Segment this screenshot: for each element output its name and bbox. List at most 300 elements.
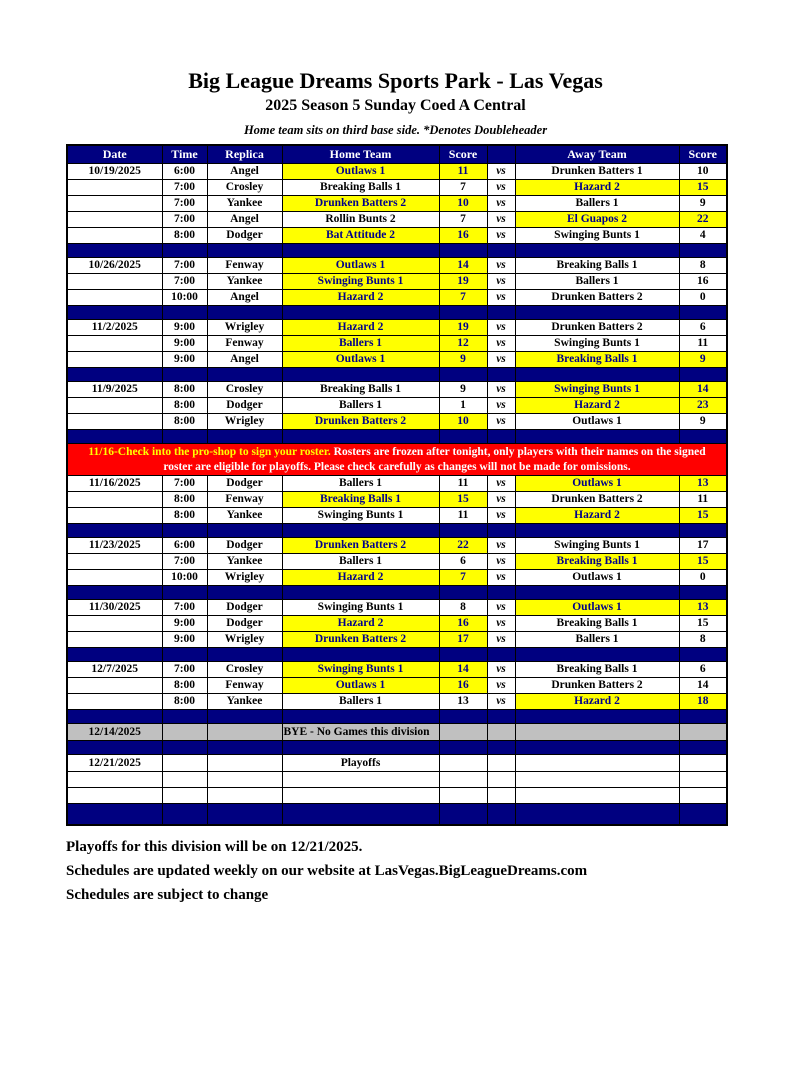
replica-cell: Fenway bbox=[207, 258, 282, 274]
replica-cell: Dodger bbox=[207, 476, 282, 492]
date-cell: 12/14/2025 bbox=[67, 724, 162, 741]
date-cell bbox=[67, 678, 162, 694]
away-score-cell: 14 bbox=[679, 678, 727, 694]
away-score-cell: 15 bbox=[679, 508, 727, 524]
replica-cell: Wrigley bbox=[207, 570, 282, 586]
vs-label: vs bbox=[487, 662, 515, 678]
separator-row bbox=[67, 524, 727, 538]
time-cell: 8:00 bbox=[162, 678, 207, 694]
time-cell: 9:00 bbox=[162, 352, 207, 368]
home-score-cell: 12 bbox=[439, 336, 487, 352]
separator-cell bbox=[282, 244, 439, 258]
game-row bbox=[67, 274, 727, 290]
game-row bbox=[67, 600, 727, 616]
separator-cell bbox=[515, 586, 679, 600]
separator-cell bbox=[207, 368, 282, 382]
time-cell: 7:00 bbox=[162, 212, 207, 228]
vs-label: vs bbox=[487, 164, 515, 180]
replica-cell: Angel bbox=[207, 212, 282, 228]
vs-label: vs bbox=[487, 616, 515, 632]
game-row bbox=[67, 382, 727, 398]
empty-cell bbox=[282, 772, 439, 788]
date-cell bbox=[67, 414, 162, 430]
home-team-cell: Hazard 2 bbox=[282, 616, 439, 632]
date-cell bbox=[67, 228, 162, 244]
replica-cell: Dodger bbox=[207, 616, 282, 632]
separator-cell bbox=[439, 648, 487, 662]
home-score-cell: 9 bbox=[439, 352, 487, 368]
away-team-cell: Breaking Balls 1 bbox=[515, 662, 679, 678]
replica-cell: Crosley bbox=[207, 180, 282, 196]
date-cell bbox=[67, 274, 162, 290]
away-score-cell: 6 bbox=[679, 320, 727, 336]
away-score-cell: 4 bbox=[679, 228, 727, 244]
separator-cell bbox=[515, 804, 679, 826]
vs-label: vs bbox=[487, 352, 515, 368]
vs-label: vs bbox=[487, 694, 515, 710]
date-cell: 12/7/2025 bbox=[67, 662, 162, 678]
replica-cell: Yankee bbox=[207, 508, 282, 524]
date-cell bbox=[67, 398, 162, 414]
vs-label: vs bbox=[487, 382, 515, 398]
home-team-cell: Swinging Bunts 1 bbox=[282, 600, 439, 616]
replica-cell: Dodger bbox=[207, 228, 282, 244]
vs-label: vs bbox=[487, 398, 515, 414]
time-cell: 6:00 bbox=[162, 164, 207, 180]
separator-cell bbox=[439, 804, 487, 826]
date-cell: 11/23/2025 bbox=[67, 538, 162, 554]
home-score-cell: 7 bbox=[439, 290, 487, 306]
header-row bbox=[67, 145, 727, 164]
home-team-cell: Hazard 2 bbox=[282, 570, 439, 586]
replica-cell: Wrigley bbox=[207, 320, 282, 336]
game-row bbox=[67, 662, 727, 678]
vs-label: vs bbox=[487, 600, 515, 616]
away-score-cell bbox=[679, 755, 727, 772]
away-team-cell: Breaking Balls 1 bbox=[515, 616, 679, 632]
time-cell: 8:00 bbox=[162, 382, 207, 398]
away-score-cell: 15 bbox=[679, 180, 727, 196]
home-team-cell: Drunken Batters 2 bbox=[282, 538, 439, 554]
replica-cell: Yankee bbox=[207, 274, 282, 290]
separator-cell bbox=[162, 430, 207, 444]
game-row bbox=[67, 228, 727, 244]
away-score-cell: 11 bbox=[679, 336, 727, 352]
away-team-cell: Swinging Bunts 1 bbox=[515, 228, 679, 244]
date-cell bbox=[67, 196, 162, 212]
home-score-cell: 16 bbox=[439, 616, 487, 632]
date-cell bbox=[67, 336, 162, 352]
home-score-cell: 11 bbox=[439, 476, 487, 492]
vs-label: vs bbox=[487, 678, 515, 694]
game-row bbox=[67, 352, 727, 368]
empty-cell bbox=[439, 772, 487, 788]
replica-cell: Crosley bbox=[207, 382, 282, 398]
date-cell bbox=[67, 554, 162, 570]
home-score-cell: 15 bbox=[439, 492, 487, 508]
vs-label: vs bbox=[487, 212, 515, 228]
separator-cell bbox=[162, 741, 207, 755]
home-team-cell: Drunken Batters 2 bbox=[282, 196, 439, 212]
away-team-cell: Drunken Batters 2 bbox=[515, 678, 679, 694]
home-score-cell: 16 bbox=[439, 228, 487, 244]
home-score-cell bbox=[439, 755, 487, 772]
empty-cell bbox=[67, 788, 162, 804]
time-cell: 8:00 bbox=[162, 492, 207, 508]
vs-label: vs bbox=[487, 336, 515, 352]
away-team-cell: Swinging Bunts 1 bbox=[515, 382, 679, 398]
footer-line-website: Schedules are updated weekly on our website at LasVegas.BigLeagueDreams.com bbox=[66, 863, 588, 879]
table-body bbox=[67, 164, 727, 826]
away-team-cell: Ballers 1 bbox=[515, 274, 679, 290]
time-cell: 10:00 bbox=[162, 290, 207, 306]
playoffs-row bbox=[67, 755, 727, 772]
game-row bbox=[67, 508, 727, 524]
home-score-cell: 14 bbox=[439, 662, 487, 678]
home-score-cell bbox=[439, 724, 487, 741]
time-cell bbox=[162, 755, 207, 772]
replica-cell: Angel bbox=[207, 352, 282, 368]
separator-cell bbox=[679, 741, 727, 755]
separator-cell bbox=[439, 586, 487, 600]
separator-cell bbox=[487, 804, 515, 826]
date-cell bbox=[67, 616, 162, 632]
date-cell bbox=[67, 180, 162, 196]
column-header: Score bbox=[679, 145, 727, 164]
empty-cell bbox=[162, 772, 207, 788]
vs-label: vs bbox=[487, 492, 515, 508]
separator-cell bbox=[207, 430, 282, 444]
game-row bbox=[67, 196, 727, 212]
separator-row bbox=[67, 306, 727, 320]
home-team-cell: Outlaws 1 bbox=[282, 352, 439, 368]
separator-row bbox=[67, 741, 727, 755]
away-team-cell: Breaking Balls 1 bbox=[515, 258, 679, 274]
separator-cell bbox=[679, 430, 727, 444]
separator-row bbox=[67, 244, 727, 258]
separator-cell bbox=[487, 648, 515, 662]
date-cell: 11/16/2025 bbox=[67, 476, 162, 492]
separator-cell bbox=[282, 804, 439, 826]
home-score-cell: 22 bbox=[439, 538, 487, 554]
empty-cell bbox=[515, 772, 679, 788]
time-cell: 9:00 bbox=[162, 632, 207, 648]
separator-cell bbox=[282, 586, 439, 600]
empty-cell bbox=[487, 772, 515, 788]
separator-cell bbox=[162, 244, 207, 258]
game-row bbox=[67, 476, 727, 492]
home-score-cell: 10 bbox=[439, 196, 487, 212]
home-score-cell: 10 bbox=[439, 414, 487, 430]
game-row bbox=[67, 616, 727, 632]
date-cell bbox=[67, 632, 162, 648]
empty-cell bbox=[282, 788, 439, 804]
replica-cell: Yankee bbox=[207, 196, 282, 212]
vs-label: vs bbox=[487, 196, 515, 212]
date-cell: 11/9/2025 bbox=[67, 382, 162, 398]
column-header bbox=[487, 145, 515, 164]
replica-cell bbox=[207, 724, 282, 741]
vs-label: vs bbox=[487, 476, 515, 492]
away-team-cell: Drunken Batters 2 bbox=[515, 492, 679, 508]
column-header: Time bbox=[162, 145, 207, 164]
announcement-highlight-text: 11/16-Check into the pro-shop to sign your roster. bbox=[88, 445, 331, 458]
replica-cell: Fenway bbox=[207, 336, 282, 352]
separator-row bbox=[67, 804, 727, 826]
separator-row bbox=[67, 586, 727, 600]
away-team-cell: Outlaws 1 bbox=[515, 600, 679, 616]
away-team-cell: Swinging Bunts 1 bbox=[515, 336, 679, 352]
home-team-cell: Outlaws 1 bbox=[282, 164, 439, 180]
separator-cell bbox=[207, 306, 282, 320]
separator-cell bbox=[67, 710, 162, 724]
date-cell: 10/19/2025 bbox=[67, 164, 162, 180]
game-row bbox=[67, 538, 727, 554]
column-header: Home Team bbox=[282, 145, 439, 164]
time-cell: 6:00 bbox=[162, 538, 207, 554]
time-cell: 7:00 bbox=[162, 258, 207, 274]
separator-cell bbox=[487, 710, 515, 724]
away-team-cell: Hazard 2 bbox=[515, 508, 679, 524]
separator-cell bbox=[67, 586, 162, 600]
away-score-cell: 8 bbox=[679, 258, 727, 274]
separator-row bbox=[67, 430, 727, 444]
separator-cell bbox=[439, 741, 487, 755]
home-team-cell: Swinging Bunts 1 bbox=[282, 662, 439, 678]
time-cell: 7:00 bbox=[162, 662, 207, 678]
separator-cell bbox=[207, 586, 282, 600]
away-score-cell: 18 bbox=[679, 694, 727, 710]
separator-cell bbox=[282, 524, 439, 538]
away-score-cell bbox=[679, 724, 727, 741]
time-cell: 7:00 bbox=[162, 554, 207, 570]
date-cell bbox=[67, 570, 162, 586]
time-cell: 7:00 bbox=[162, 180, 207, 196]
separator-cell bbox=[515, 710, 679, 724]
vs-label: vs bbox=[487, 228, 515, 244]
home-score-cell: 7 bbox=[439, 570, 487, 586]
home-team-cell: Ballers 1 bbox=[282, 398, 439, 414]
time-cell: 8:00 bbox=[162, 414, 207, 430]
home-team-cell: Breaking Balls 1 bbox=[282, 382, 439, 398]
separator-cell bbox=[207, 710, 282, 724]
vs-label: vs bbox=[487, 632, 515, 648]
empty-cell bbox=[439, 788, 487, 804]
replica-cell: Yankee bbox=[207, 694, 282, 710]
separator-cell bbox=[487, 244, 515, 258]
page-subtitle: 2025 Season 5 Sunday Coed A Central bbox=[265, 97, 526, 114]
separator-cell bbox=[207, 648, 282, 662]
replica-cell: Dodger bbox=[207, 600, 282, 616]
separator-cell bbox=[679, 586, 727, 600]
separator-row bbox=[67, 648, 727, 662]
column-header: Score bbox=[439, 145, 487, 164]
separator-cell bbox=[282, 710, 439, 724]
separator-cell bbox=[207, 741, 282, 755]
separator-cell bbox=[679, 524, 727, 538]
home-team-cell: Ballers 1 bbox=[282, 336, 439, 352]
away-score-cell: 23 bbox=[679, 398, 727, 414]
separator-cell bbox=[515, 306, 679, 320]
schedule-table bbox=[66, 144, 728, 826]
game-row bbox=[67, 678, 727, 694]
game-row bbox=[67, 290, 727, 306]
home-score-cell: 19 bbox=[439, 320, 487, 336]
away-team-cell: Drunken Batters 2 bbox=[515, 290, 679, 306]
separator-cell bbox=[487, 306, 515, 320]
time-cell: 7:00 bbox=[162, 274, 207, 290]
away-team-cell: Ballers 1 bbox=[515, 632, 679, 648]
game-row bbox=[67, 492, 727, 508]
separator-cell bbox=[439, 244, 487, 258]
replica-cell: Fenway bbox=[207, 492, 282, 508]
home-team-cell: Drunken Batters 2 bbox=[282, 632, 439, 648]
separator-cell bbox=[487, 430, 515, 444]
date-cell: 10/26/2025 bbox=[67, 258, 162, 274]
separator-cell bbox=[515, 648, 679, 662]
time-cell: 7:00 bbox=[162, 476, 207, 492]
home-team-cell: Rollin Bunts 2 bbox=[282, 212, 439, 228]
replica-cell bbox=[207, 755, 282, 772]
separator-cell bbox=[67, 306, 162, 320]
game-row bbox=[67, 320, 727, 336]
vs-label: vs bbox=[487, 538, 515, 554]
home-score-cell: 11 bbox=[439, 508, 487, 524]
home-team-cell: Swinging Bunts 1 bbox=[282, 274, 439, 290]
home-score-cell: 13 bbox=[439, 694, 487, 710]
time-cell: 8:00 bbox=[162, 398, 207, 414]
replica-cell: Fenway bbox=[207, 678, 282, 694]
empty-row bbox=[67, 788, 727, 804]
game-row bbox=[67, 180, 727, 196]
separator-cell bbox=[67, 741, 162, 755]
replica-cell: Wrigley bbox=[207, 414, 282, 430]
playoffs-label: Playoffs bbox=[282, 755, 439, 772]
separator-cell bbox=[162, 710, 207, 724]
date-cell bbox=[67, 492, 162, 508]
vs-label: vs bbox=[487, 570, 515, 586]
separator-cell bbox=[67, 430, 162, 444]
vs-label: vs bbox=[487, 258, 515, 274]
away-team-cell: Swinging Bunts 1 bbox=[515, 538, 679, 554]
away-score-cell: 11 bbox=[679, 492, 727, 508]
separator-cell bbox=[162, 648, 207, 662]
separator-cell bbox=[679, 710, 727, 724]
replica-cell: Yankee bbox=[207, 554, 282, 570]
separator-cell bbox=[67, 524, 162, 538]
separator-cell bbox=[679, 648, 727, 662]
separator-cell bbox=[439, 524, 487, 538]
separator-cell bbox=[67, 648, 162, 662]
away-score-cell: 9 bbox=[679, 414, 727, 430]
vs-label: vs bbox=[487, 508, 515, 524]
away-score-cell: 10 bbox=[679, 164, 727, 180]
separator-cell bbox=[487, 586, 515, 600]
announcement-row bbox=[67, 444, 727, 476]
away-score-cell: 0 bbox=[679, 290, 727, 306]
away-team-cell: Breaking Balls 1 bbox=[515, 554, 679, 570]
replica-cell: Angel bbox=[207, 290, 282, 306]
date-cell: 11/2/2025 bbox=[67, 320, 162, 336]
separator-cell bbox=[679, 804, 727, 826]
away-score-cell: 17 bbox=[679, 538, 727, 554]
game-row bbox=[67, 694, 727, 710]
separator-cell bbox=[679, 244, 727, 258]
separator-cell bbox=[515, 741, 679, 755]
home-team-note: Home team sits on third base side. *Denotes Doubleheader bbox=[243, 123, 548, 137]
separator-cell bbox=[162, 804, 207, 826]
away-team-cell: Ballers 1 bbox=[515, 196, 679, 212]
footer-line-change: Schedules are subject to change bbox=[66, 887, 269, 903]
separator-cell bbox=[207, 244, 282, 258]
separator-cell bbox=[282, 368, 439, 382]
footer bbox=[66, 835, 791, 907]
time-cell: 8:00 bbox=[162, 694, 207, 710]
replica-cell: Dodger bbox=[207, 398, 282, 414]
separator-cell bbox=[282, 430, 439, 444]
away-score-cell: 6 bbox=[679, 662, 727, 678]
separator-cell bbox=[487, 524, 515, 538]
separator-cell bbox=[515, 430, 679, 444]
separator-cell bbox=[515, 368, 679, 382]
home-score-cell: 17 bbox=[439, 632, 487, 648]
away-team-cell: Outlaws 1 bbox=[515, 414, 679, 430]
home-team-cell: Swinging Bunts 1 bbox=[282, 508, 439, 524]
separator-cell bbox=[67, 804, 162, 826]
home-team-cell: Drunken Batters 2 bbox=[282, 414, 439, 430]
separator-cell bbox=[162, 306, 207, 320]
date-cell bbox=[67, 694, 162, 710]
separator-cell bbox=[679, 306, 727, 320]
date-cell: 11/30/2025 bbox=[67, 600, 162, 616]
schedule-page bbox=[0, 68, 791, 1092]
footer-line-playoffs: Playoffs for this division will be on 12/21/2025. bbox=[66, 839, 363, 855]
empty-cell bbox=[207, 772, 282, 788]
home-score-cell: 14 bbox=[439, 258, 487, 274]
game-row bbox=[67, 398, 727, 414]
away-score-cell: 16 bbox=[679, 274, 727, 290]
column-header: Replica bbox=[207, 145, 282, 164]
separator-cell bbox=[439, 306, 487, 320]
date-cell bbox=[67, 212, 162, 228]
home-score-cell: 6 bbox=[439, 554, 487, 570]
separator-cell bbox=[515, 244, 679, 258]
vs-label: vs bbox=[487, 290, 515, 306]
away-team-cell: Hazard 2 bbox=[515, 398, 679, 414]
away-score-cell: 8 bbox=[679, 632, 727, 648]
separator-row bbox=[67, 710, 727, 724]
home-team-cell: Outlaws 1 bbox=[282, 678, 439, 694]
home-score-cell: 16 bbox=[439, 678, 487, 694]
away-score-cell: 15 bbox=[679, 616, 727, 632]
time-cell: 8:00 bbox=[162, 228, 207, 244]
separator-cell bbox=[439, 430, 487, 444]
vs-cell-empty bbox=[487, 724, 515, 741]
separator-cell bbox=[67, 244, 162, 258]
empty-cell bbox=[67, 772, 162, 788]
separator-cell bbox=[162, 586, 207, 600]
game-row bbox=[67, 570, 727, 586]
home-team-cell: Ballers 1 bbox=[282, 476, 439, 492]
home-score-cell: 9 bbox=[439, 382, 487, 398]
home-team-cell: Outlaws 1 bbox=[282, 258, 439, 274]
empty-cell bbox=[515, 788, 679, 804]
away-team-cell: Drunken Batters 1 bbox=[515, 164, 679, 180]
game-row bbox=[67, 336, 727, 352]
away-team-cell: Outlaws 1 bbox=[515, 570, 679, 586]
vs-label: vs bbox=[487, 320, 515, 336]
home-team-cell: Bat Attitude 2 bbox=[282, 228, 439, 244]
